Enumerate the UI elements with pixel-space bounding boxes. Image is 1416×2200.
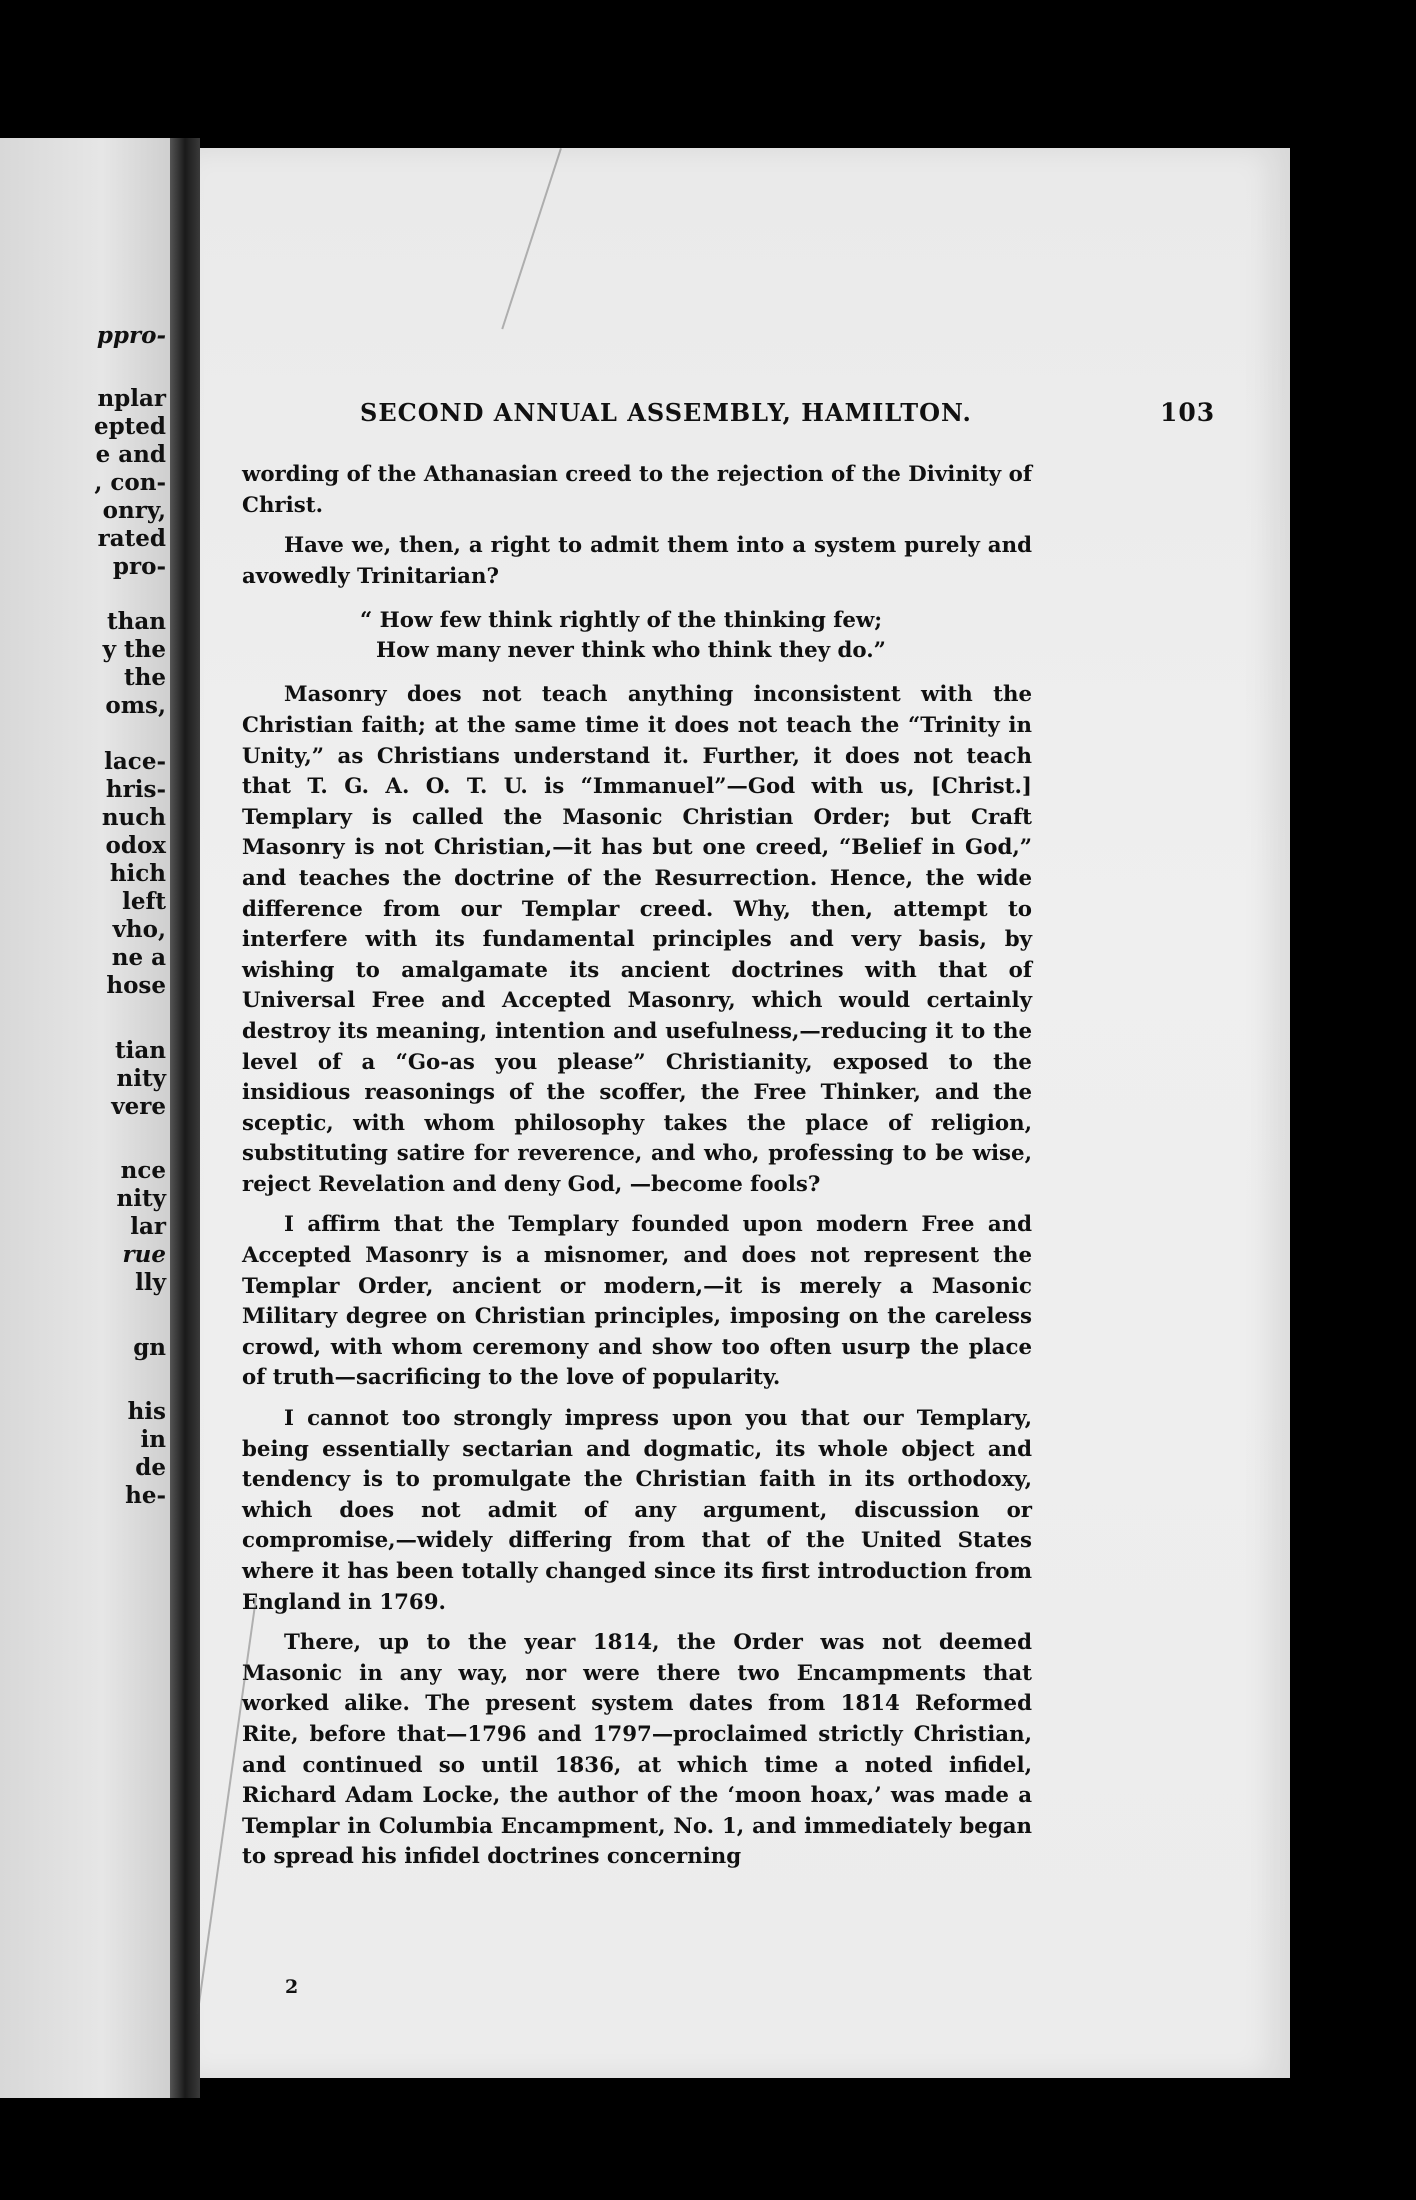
verse-quote [360, 606, 1032, 666]
left-facing-page [0, 138, 170, 2098]
left-page-text-fragment: y the [102, 636, 166, 663]
paragraph-6: There, up to the year 1814, the Order was not deemed Masonic in any way, nor were there two Encampments that worked alike. The present system dates from 1814 Reformed Rite, before that—1796 and 1797—proclaimed strictly Christian, and continued so until 1836, at which time a noted infidel, Richard Adam Locke, the author of the ‘moon hoax,’ was made a Templar in Columbia Encampment, No. 1, and immediately began to spread his infidel doctrines concerning [242, 1630, 1032, 1870]
left-page-text-fragment: hris- [105, 776, 166, 803]
left-page-text-fragment: nce [120, 1157, 166, 1184]
left-page-text-fragment: rated [97, 525, 166, 552]
left-page-text-fragment: his [127, 1398, 166, 1425]
paragraph-3: Masonry does not teach anything inconsistent with the Christian faith; at the same time it does not teach the “Trinity in Unity,” as Christians understand it. Further, it does not teach that T. G. A. O. T. U. is “Immanuel”—God with us, [Christ.] Templary is called the Masonic Christian Order; but Craft Masonry is not Christian,—it has but one creed, “Belief in God,” and teaches the doctrine of the Resurrection. Hence, the wide difference from our Templar creed. Why, then, attempt to interfere with its fundamental principles and very basis, by wishing to amalgamate its ancient doctrines with that of Universal Free and Accepted Masonry, which would certainly destroy its meaning, intention and usefulness,—reducing it to the level of a “Go-as you please” Christianity, exposed to the insidious reasonings of the scoffer, the Free Thinker, and the sceptic, with whom philosophy takes the place of religion, substituting satire for reverence, and who, professing to be wise, reject Revelation and deny God, —become fools? [242, 682, 1032, 1197]
paragraph-5: I cannot too strongly impress upon you that our Templary, being essentially sectarian and dogmatic, its whole object and tendency is to promulgate the Christian faith in its orthodoxy, which does not admit of any argument, discussion or compromise,—widely differing from that of the United States where it has been totally changed since its first introduction from England in 1769. [242, 1406, 1032, 1615]
paper-crease-line [501, 148, 562, 329]
left-page-text-fragment: he- [125, 1482, 166, 1509]
left-page-text-fragment: rue [122, 1241, 166, 1268]
left-page-text-fragment: lace- [104, 748, 166, 775]
left-page-text-fragment: gn [133, 1334, 166, 1361]
left-page-text-fragment: left [122, 888, 166, 915]
left-page-text-fragment: odox [105, 832, 166, 859]
paragraph-4: I affirm that the Templary founded upon modern Free and Accepted Masonry is a misnomer, and does not represent the Templar Order, ancient or modern,—it is merely a Masonic Military degree on Christian principles, imposing on the careless crowd, with whom ceremony and show too often usurp the place of truth—sacrificing to the love of popularity. [242, 1212, 1032, 1391]
running-header [360, 398, 1240, 427]
paragraph-2: Have we, then, a right to admit them into a system purely and avowedly Trinitarian? [242, 533, 1032, 589]
left-page-text-fragment: lly [135, 1269, 166, 1296]
left-page-text-fragment: , con- [94, 469, 166, 496]
left-page-text-fragment: in [140, 1426, 166, 1453]
left-page-text-fragment: epted [93, 413, 166, 440]
left-page-text-fragment: the [124, 664, 166, 691]
left-page-text-fragment: oms, [105, 692, 166, 719]
left-page-text-fragment: onry, [102, 497, 166, 524]
left-page-text-fragment: e and [95, 441, 166, 468]
left-page-text-fragment: nuch [101, 804, 166, 831]
left-page-text-fragment: pro- [112, 553, 166, 580]
left-page-text-fragment: vho, [112, 916, 166, 943]
left-page-text-fragment: de [135, 1454, 166, 1481]
left-page-text-fragment: hose [106, 972, 166, 999]
quote-line-2: How many never think who think they do.” [376, 638, 886, 664]
left-page-text-fragment: ne a [111, 944, 166, 971]
signature-mark: 2 [285, 1976, 299, 1998]
left-page-text-fragment: vere [111, 1093, 166, 1120]
main-page [200, 148, 1290, 2078]
running-title: SECOND ANNUAL ASSEMBLY, HAMILTON. [360, 398, 972, 427]
paragraph-1: wording of the Athanasian creed to the rejection of the Divinity of Christ. [242, 462, 1032, 518]
left-page-text-fragment: than [107, 608, 166, 635]
left-page-text-fragment: hich [109, 860, 166, 887]
page-number: 103 [1160, 398, 1216, 427]
left-page-text-fragment: nity [116, 1185, 166, 1212]
left-page-text-fragment: nplar [97, 385, 166, 412]
quote-line-1: “ How few think rightly of the thinking few; [360, 608, 883, 634]
left-page-text-fragment: ppro- [96, 322, 166, 349]
left-page-text-fragment: tian [115, 1037, 166, 1064]
body-text [242, 460, 1032, 1873]
book-gutter [170, 138, 200, 2098]
left-page-text-fragment: lar [130, 1213, 166, 1240]
left-page-text-fragment: nity [116, 1065, 166, 1092]
